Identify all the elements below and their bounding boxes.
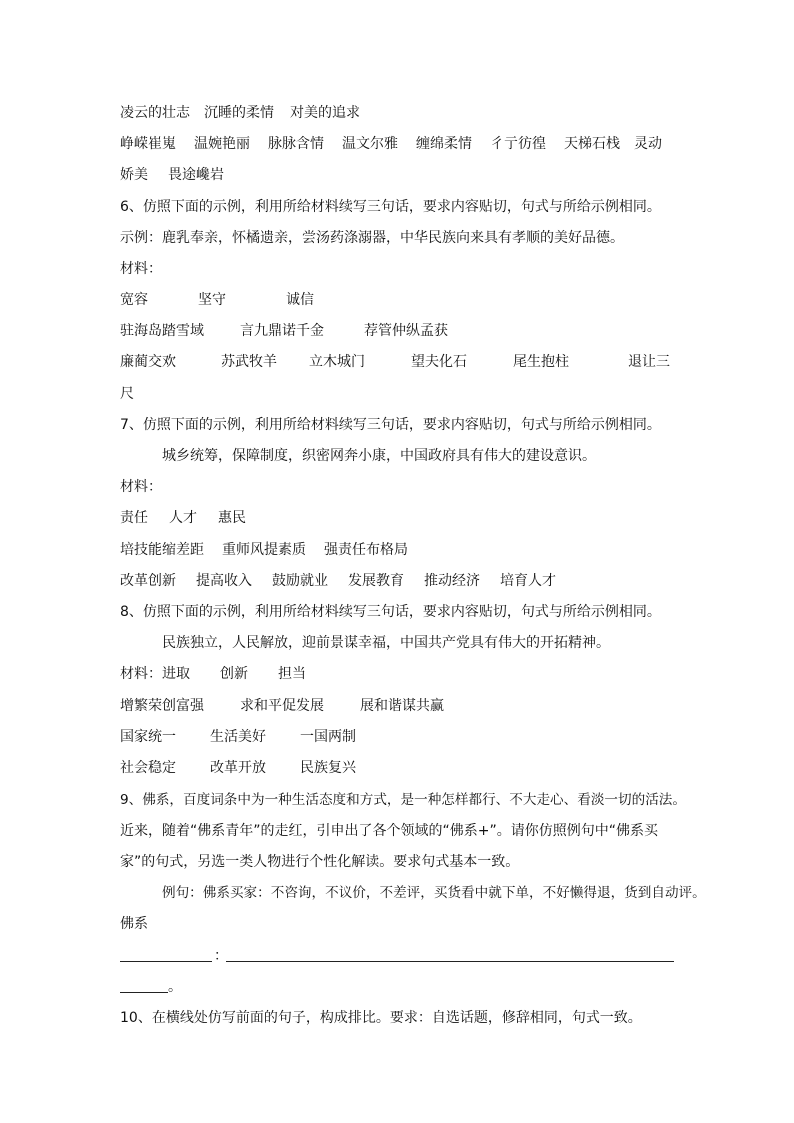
- word: 温文尔雅: [342, 136, 398, 152]
- q7-material-row-3: [120, 572, 556, 590]
- answer-blank-description[interactable]: [226, 961, 674, 962]
- word: 社会稳定: [120, 760, 176, 776]
- answer-end-mark: 。: [168, 979, 182, 995]
- word: 缠绵柔情: [416, 136, 472, 152]
- word: 重师风提素质: [222, 542, 306, 558]
- word-row-2: [120, 135, 662, 153]
- q8-material-row-2: [120, 728, 356, 746]
- word: 求和平促发展: [240, 698, 324, 714]
- word: 改革开放: [210, 760, 266, 776]
- word: 培育人才: [500, 573, 556, 589]
- word: 坚守: [198, 292, 226, 308]
- question-6: 6、仿照下面的示例，利用所给材料续写三句话，要求内容贴切，句式与所给示例相同。: [120, 199, 661, 215]
- word: 脉脉含情: [268, 136, 324, 152]
- word: 凌云的壮志: [120, 105, 190, 121]
- word: 尾生抱柱: [513, 354, 569, 370]
- word: 畏途巉岩: [168, 167, 224, 183]
- word: 苏武牧羊: [221, 354, 277, 370]
- q6-material-row-2: [120, 322, 448, 340]
- question-7-material-label: 材料：: [120, 479, 162, 495]
- word: 民族复兴: [300, 760, 356, 776]
- word: 材料：进取: [120, 666, 190, 682]
- word: 娇美: [120, 167, 148, 183]
- word: 灵动: [634, 136, 662, 152]
- question-9-example: 例句：佛系买家：不咨询，不议价，不差评，买货看中就下单，不好懒得退，货到自动评。: [162, 885, 706, 901]
- word: 沉睡的柔情: [204, 105, 274, 121]
- word: 诚信: [286, 292, 314, 308]
- word: 培技能缩差距: [120, 542, 204, 558]
- word: 惠民: [218, 510, 246, 526]
- question-9-line-1: 9、佛系，百度词条中为一种生活态度和方式，是一种怎样都行、不大走心、看淡一切的活法。: [120, 792, 686, 808]
- word: 展和谐谋共赢: [360, 698, 444, 714]
- q7-material-row-2: [120, 541, 408, 559]
- q8-material-row-3: [120, 759, 356, 777]
- word: 生活美好: [210, 729, 266, 745]
- word: 温婉艳丽: [194, 136, 250, 152]
- word: 增繁荣创富强: [120, 698, 204, 714]
- word-row-1: [120, 104, 360, 122]
- word: 人才: [169, 510, 197, 526]
- q6-material-row-1: [120, 291, 314, 309]
- q6-material-row-4: 尺: [120, 386, 134, 402]
- word: 推动经济: [424, 573, 480, 589]
- question-6-material-label: 材料：: [120, 261, 162, 277]
- word-row-3: [120, 166, 224, 184]
- word: 鼓励就业: [272, 573, 328, 589]
- question-7-example: 城乡统筹，保障制度，织密网奔小康，中国政府具有伟大的建设意识。: [162, 448, 596, 464]
- word: 立木城门: [309, 354, 365, 370]
- word: 退让三: [628, 354, 670, 370]
- question-7: 7、仿照下面的示例，利用所给材料续写三句话，要求内容贴切，句式与所给示例相同。: [120, 417, 661, 433]
- word: 对美的追求: [290, 105, 360, 121]
- q8-material-row-0: [120, 665, 306, 683]
- question-8-example: 民族独立，人民解放，迎前景谋幸福，中国共产党具有伟大的开拓精神。: [162, 635, 610, 651]
- question-9-line-3: 家”的句式，另选一类人物进行个性化解读。要求句式基本一致。: [120, 854, 520, 870]
- word: 言九鼎诺千金: [240, 323, 324, 339]
- word: 改革创新: [120, 573, 176, 589]
- word: 创新: [220, 666, 248, 682]
- word: 天梯石栈: [564, 136, 620, 152]
- word: 提高收入: [196, 573, 252, 589]
- word: 宽容: [120, 292, 148, 308]
- question-9-answer-prefix: 佛系: [120, 916, 148, 932]
- question-6-example: 示例：鹿乳奉亲，怀橘遗亲，尝汤药涤溺器，中华民族向来具有孝顺的美好品德。: [120, 230, 624, 246]
- q6-material-row-3: [120, 353, 670, 371]
- word: 责任: [120, 510, 148, 526]
- word: 一国两制: [300, 729, 356, 745]
- word: 望夫化石: [411, 354, 467, 370]
- word: 发展教育: [348, 573, 404, 589]
- word: 担当: [278, 666, 306, 682]
- q8-material-row-1: [120, 697, 444, 715]
- word: 驻海岛踏雪域: [120, 323, 204, 339]
- question-9-line-2: 近来，随着“佛系青年”的走红，引申出了各个领域的“佛系+”。请你仿照例句中“佛系买: [120, 823, 658, 839]
- answer-colon: ：: [214, 948, 228, 964]
- word: 彳亍彷徨: [490, 136, 546, 152]
- word: 强责任布格局: [324, 542, 408, 558]
- word: 国家统一: [120, 729, 176, 745]
- word: 峥嵘崔嵬: [120, 136, 176, 152]
- word: 廉蔺交欢: [120, 354, 176, 370]
- word: 荐管仲纵孟获: [364, 323, 448, 339]
- question-10: 10、在横线处仿写前面的句子，构成排比。要求：自选话题，修辞相同，句式一致。: [120, 1010, 642, 1026]
- q7-material-row-1: [120, 509, 246, 527]
- answer-blank-continuation[interactable]: [120, 992, 168, 993]
- question-8: 8、仿照下面的示例，利用所给材料续写三句话，要求内容贴切，句式与所给示例相同。: [120, 604, 661, 620]
- answer-blank-category[interactable]: [120, 961, 212, 962]
